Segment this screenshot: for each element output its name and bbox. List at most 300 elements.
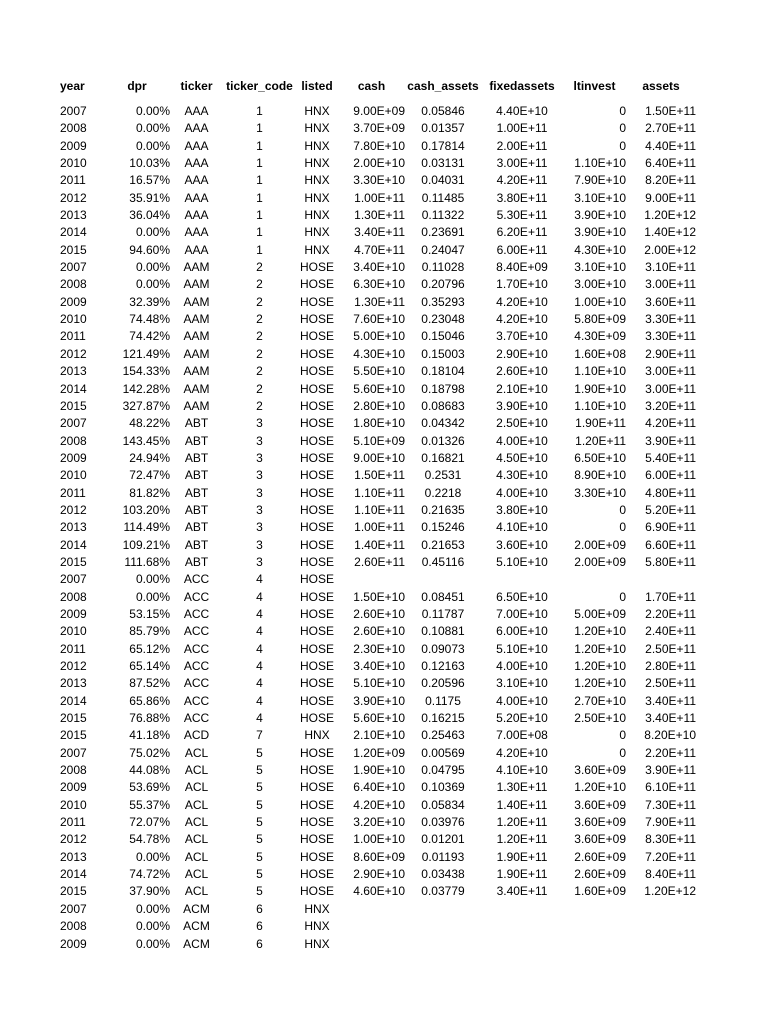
listed-cell: HNX [304, 901, 330, 916]
listed-cell: HOSE [299, 763, 334, 778]
ticker-cell: ACL [184, 867, 209, 882]
dpr-cell: 143.45% [122, 433, 170, 448]
ltinvest-cell: 3.60E+09 [574, 815, 626, 830]
listed-cell: HOSE [299, 537, 334, 552]
cash-cell: 5.10E+10 [353, 676, 405, 691]
assets-cell: 9.00E+11 [645, 190, 696, 205]
ticker-code-cell: 4 [256, 676, 263, 691]
assets-cell: 3.20E+11 [645, 398, 696, 413]
ticker-cell: AAM [183, 398, 210, 413]
ticker-cell: ABT [184, 433, 209, 448]
ticker-code-cell: 4 [256, 624, 263, 639]
listed-cell: HOSE [299, 745, 334, 760]
listed-cell: HOSE [299, 572, 334, 587]
table-row [60, 259, 696, 276]
ticker-cell: AAM [183, 364, 210, 379]
fixedassets-cell: 6.00E+11 [496, 242, 548, 257]
fixedassets-cell: 3.60E+10 [496, 537, 548, 552]
cash-assets-cell: 0.08683 [421, 398, 465, 413]
cash-cell: 1.50E+10 [353, 589, 405, 604]
table-row [60, 328, 696, 345]
ticker-cell: AAA [184, 190, 209, 205]
fixedassets-cell: 1.90E+11 [496, 849, 548, 864]
year-cell: 2015 [60, 554, 87, 569]
fixedassets-cell: 1.20E+11 [496, 832, 548, 847]
cash-cell: 5.50E+10 [353, 364, 405, 379]
table-row [60, 155, 696, 172]
fixedassets-cell: 6.00E+10 [496, 624, 548, 639]
table-row [60, 727, 696, 744]
listed-cell: HNX [304, 121, 330, 136]
assets-cell: 1.40E+12 [644, 225, 696, 240]
ticker-code-cell: 2 [256, 346, 263, 361]
dpr-cell: 10.03% [129, 156, 170, 171]
dpr-cell: 75.02% [129, 745, 170, 760]
assets-cell: 3.00E+11 [645, 381, 696, 396]
assets-cell: 2.50E+11 [645, 676, 696, 691]
assets-cell: 2.20E+11 [645, 606, 696, 621]
ltinvest-cell: 1.90E+11 [575, 416, 626, 431]
cash-assets-cell: 0.1175 [425, 693, 461, 708]
header-cash: cash [357, 79, 386, 93]
cash-assets-cell: 0.01201 [421, 832, 465, 847]
fixedassets-cell: 4.20E+10 [496, 312, 548, 327]
table-row [60, 381, 696, 398]
dpr-cell: 0.00% [135, 260, 170, 275]
listed-cell: HNX [304, 225, 330, 240]
table-row [60, 849, 696, 866]
listed-cell: HOSE [299, 260, 334, 275]
listed-cell: HNX [304, 173, 330, 188]
ltinvest-cell: 2.50E+10 [574, 711, 626, 726]
cash-cell: 4.60E+10 [353, 884, 405, 899]
year-cell: 2013 [60, 676, 87, 691]
listed-cell: HNX [304, 936, 330, 951]
header-listed: listed [301, 79, 333, 93]
ltinvest-cell: 3.30E+10 [574, 485, 626, 500]
fixedassets-cell: 4.00E+10 [496, 485, 548, 500]
listed-cell: HOSE [299, 502, 334, 517]
dpr-cell: 36.04% [129, 208, 170, 223]
cash-assets-cell: 0.01357 [421, 121, 465, 136]
year-cell: 2015 [60, 398, 87, 413]
ticker-cell: ACL [184, 745, 209, 760]
assets-cell: 2.70E+11 [645, 121, 696, 136]
listed-cell: HOSE [299, 450, 334, 465]
dpr-cell: 109.21% [122, 537, 170, 552]
table-row [60, 172, 696, 189]
ltinvest-cell: 4.30E+09 [574, 329, 626, 344]
assets-cell: 6.60E+11 [645, 537, 696, 552]
year-cell: 2015 [60, 711, 87, 726]
cash-cell: 7.60E+10 [353, 312, 405, 327]
fixedassets-cell: 4.10E+10 [496, 763, 548, 778]
ltinvest-cell: 3.60E+09 [574, 832, 626, 847]
cash-cell: 8.60E+09 [353, 849, 405, 864]
cash-cell: 1.30E+11 [354, 294, 405, 309]
cash-cell: 1.00E+11 [354, 190, 405, 205]
assets-cell: 3.60E+11 [645, 294, 696, 309]
cash-cell: 2.80E+10 [353, 398, 405, 413]
dpr-cell: 114.49% [123, 520, 170, 535]
cash-assets-cell: 0.2531 [424, 468, 462, 483]
header-ltinvest: ltinvest [573, 79, 616, 93]
ticker-cell: ABT [184, 450, 209, 465]
table-row [60, 710, 696, 727]
listed-cell: HOSE [299, 277, 334, 292]
ltinvest-cell: 1.10E+10 [574, 398, 626, 413]
cash-assets-cell: 0.04342 [421, 416, 465, 431]
table-row [60, 519, 696, 536]
cash-cell: 2.10E+10 [353, 728, 405, 743]
year-cell: 2007 [60, 745, 87, 760]
ticker-code-cell: 2 [256, 294, 263, 309]
cash-cell: 5.10E+09 [353, 433, 405, 448]
table-body [60, 103, 696, 953]
cash-assets-cell: 0.03976 [421, 815, 465, 830]
table-row [60, 363, 696, 380]
ticker-cell: ACL [184, 884, 209, 899]
fixedassets-cell: 4.20E+10 [496, 294, 548, 309]
ltinvest-cell: 1.00E+10 [574, 294, 626, 309]
year-cell: 2009 [60, 780, 87, 795]
assets-cell: 2.40E+11 [645, 624, 696, 639]
fixedassets-cell: 1.90E+11 [496, 867, 548, 882]
fixedassets-cell: 1.00E+11 [496, 121, 548, 136]
year-cell: 2008 [60, 763, 87, 778]
assets-cell: 1.20E+12 [644, 884, 696, 899]
listed-cell: HNX [304, 208, 330, 223]
year-cell: 2012 [60, 346, 87, 361]
year-cell: 2007 [60, 572, 87, 587]
cash-assets-cell: 0.11787 [421, 606, 465, 621]
dpr-cell: 0.00% [135, 104, 170, 118]
cash-assets-cell [405, 936, 481, 953]
ltinvest-cell: 3.10E+10 [574, 260, 626, 275]
table-row [60, 138, 696, 155]
cash-assets-cell: 0.10369 [421, 780, 465, 795]
ltinvest-cell: 1.60E+09 [574, 884, 626, 899]
cash-cell [338, 571, 405, 588]
ticker-cell: ACC [183, 693, 210, 708]
cash-cell: 2.00E+10 [353, 156, 405, 171]
table-row [60, 103, 696, 120]
ticker-code-cell: 1 [256, 104, 263, 118]
cash-cell: 3.20E+10 [353, 815, 405, 830]
ticker-cell: ABT [184, 502, 209, 517]
year-cell: 2007 [60, 416, 87, 431]
fixedassets-cell: 5.10E+10 [496, 554, 548, 569]
ticker-cell: ABT [184, 520, 209, 535]
assets-cell [626, 901, 696, 918]
header-fixedassets: fixedassets [489, 79, 555, 93]
ltinvest-cell: 3.90E+10 [574, 225, 626, 240]
listed-cell: HOSE [299, 433, 334, 448]
ltinvest-cell: 3.10E+10 [574, 190, 626, 205]
ltinvest-cell: 6.50E+10 [574, 450, 626, 465]
cash-assets-cell [405, 571, 481, 588]
cash-cell: 2.90E+10 [353, 867, 405, 882]
cash-assets-cell: 0.12163 [421, 659, 465, 673]
cash-assets-cell: 0.45116 [421, 554, 465, 569]
ticker-cell: ACC [183, 641, 210, 656]
dpr-cell: 0.00% [135, 919, 170, 934]
cash-assets-cell: 0.24047 [421, 242, 465, 257]
fixedassets-cell: 2.00E+11 [496, 138, 548, 153]
cash-assets-cell: 0.18104 [421, 364, 465, 379]
ltinvest-cell [563, 571, 626, 588]
listed-cell: HOSE [299, 329, 334, 344]
cash-cell: 6.40E+10 [353, 780, 405, 795]
table-row [60, 450, 696, 467]
cash-assets-cell: 0.21635 [421, 502, 465, 517]
year-cell: 2010 [60, 624, 87, 639]
year-cell: 2014 [60, 693, 87, 708]
listed-cell: HOSE [299, 312, 334, 327]
ltinvest-cell: 1.10E+10 [574, 156, 626, 171]
listed-cell: HOSE [299, 884, 334, 899]
ticker-code-cell: 2 [256, 260, 263, 275]
header-year: year [60, 79, 85, 93]
ltinvest-cell: 0 [619, 745, 626, 760]
table-row [60, 415, 696, 432]
ltinvest-cell: 1.60E+08 [574, 346, 626, 361]
fixedassets-cell: 7.00E+10 [496, 606, 548, 621]
dpr-cell: 76.88% [129, 711, 170, 726]
dpr-cell: 0.00% [135, 589, 170, 604]
table-row [60, 658, 696, 675]
fixedassets-cell: 1.70E+10 [496, 277, 548, 292]
listed-cell: HNX [304, 242, 330, 257]
cash-assets-cell: 0.08451 [421, 589, 465, 604]
cash-assets-cell: 0.11322 [421, 208, 465, 223]
cash-assets-cell: 0.2218 [424, 485, 462, 500]
table-row [60, 502, 696, 519]
cash-cell: 1.20E+09 [353, 745, 405, 760]
ltinvest-cell: 1.20E+10 [574, 659, 626, 673]
ticker-code-cell: 1 [256, 242, 263, 257]
assets-cell: 8.20E+10 [644, 728, 696, 743]
cash-assets-cell [405, 901, 481, 918]
cash-cell: 9.00E+09 [353, 104, 405, 118]
listed-cell: HOSE [299, 641, 334, 656]
table-row [60, 762, 696, 779]
ltinvest-cell [563, 936, 626, 953]
year-cell: 2008 [60, 121, 87, 136]
table-row [60, 311, 696, 328]
year-cell: 2012 [60, 832, 87, 847]
dpr-cell: 37.90% [129, 884, 170, 899]
cash-assets-cell: 0.10881 [421, 624, 465, 639]
ticker-code-cell: 6 [256, 919, 263, 934]
fixedassets-cell: 4.20E+10 [496, 745, 548, 760]
table-row [60, 224, 696, 241]
dpr-cell: 65.12% [129, 641, 170, 656]
fixedassets-cell [481, 571, 563, 588]
ltinvest-cell: 1.20E+10 [574, 641, 626, 656]
assets-cell [626, 936, 696, 953]
cash-cell: 1.30E+11 [354, 208, 405, 223]
year-cell: 2011 [60, 173, 86, 188]
ticker-code-cell: 4 [256, 711, 263, 726]
dpr-cell: 0.00% [135, 225, 170, 240]
ticker-code-cell: 4 [256, 589, 263, 604]
cash-assets-cell: 0.25463 [421, 728, 465, 743]
cash-assets-cell: 0.15246 [421, 520, 465, 535]
ticker-code-cell: 6 [256, 936, 263, 951]
fixedassets-cell: 1.30E+11 [496, 780, 548, 795]
assets-cell: 3.30E+11 [645, 312, 696, 327]
ticker-code-cell: 5 [256, 815, 263, 830]
dpr-cell: 85.79% [129, 624, 170, 639]
fixedassets-cell: 6.50E+10 [496, 589, 548, 604]
ltinvest-cell: 3.00E+10 [574, 277, 626, 292]
table-row [60, 589, 696, 606]
ticker-code-cell: 3 [256, 485, 263, 500]
ticker-cell: ACL [184, 849, 209, 864]
ticker-code-cell: 4 [256, 659, 263, 673]
table-row [60, 485, 696, 502]
ticker-cell: ACC [183, 624, 210, 639]
fixedassets-cell: 4.00E+10 [496, 693, 548, 708]
fixedassets-cell: 3.70E+10 [496, 329, 548, 344]
cash-cell: 1.50E+11 [354, 468, 405, 483]
dpr-cell: 74.42% [129, 329, 170, 344]
ltinvest-cell: 0 [619, 138, 626, 153]
ticker-cell: ACM [183, 919, 210, 934]
ticker-code-cell: 4 [256, 641, 263, 656]
listed-cell: HOSE [299, 346, 334, 361]
fixedassets-cell: 4.20E+11 [496, 173, 548, 188]
year-cell: 2011 [60, 329, 86, 344]
cash-cell: 1.10E+11 [354, 485, 405, 500]
dpr-cell: 24.94% [129, 450, 170, 465]
header-ticker: ticker [180, 79, 213, 93]
cash-cell: 3.40E+10 [353, 260, 405, 275]
table-row [60, 831, 696, 848]
ticker-code-cell: 2 [256, 329, 263, 344]
ticker-cell: AAM [183, 260, 210, 275]
dpr-cell: 0.00% [135, 138, 170, 153]
cash-cell: 3.30E+10 [353, 173, 405, 188]
fixedassets-cell: 3.40E+11 [496, 884, 548, 899]
ticker-code-cell: 2 [256, 312, 263, 327]
ticker-cell: AAM [183, 294, 210, 309]
table-row [60, 554, 696, 571]
year-cell: 2010 [60, 312, 87, 327]
ticker-cell: AAA [184, 225, 209, 240]
table-row [60, 467, 696, 484]
fixedassets-cell: 5.30E+11 [496, 208, 548, 223]
ticker-cell: ACC [183, 589, 210, 604]
table-row [60, 814, 696, 831]
table-row [60, 779, 696, 796]
ltinvest-cell: 0 [619, 520, 626, 535]
listed-cell: HOSE [299, 520, 334, 535]
ltinvest-cell [563, 918, 626, 935]
cash-assets-cell: 0.11028 [421, 260, 465, 275]
ticker-cell: ABT [184, 416, 209, 431]
assets-cell: 6.00E+11 [645, 468, 696, 483]
table-row [60, 918, 696, 935]
dpr-cell: 48.22% [129, 416, 170, 431]
listed-cell: HOSE [299, 711, 334, 726]
fixedassets-cell: 4.10E+10 [496, 520, 548, 535]
cash-cell: 1.90E+10 [353, 763, 405, 778]
ticker-cell: ACL [184, 815, 209, 830]
assets-cell: 2.80E+11 [645, 659, 696, 673]
ltinvest-cell: 1.20E+11 [575, 433, 626, 448]
dpr-cell: 41.18% [129, 728, 170, 743]
ticker-cell: AAM [183, 346, 210, 361]
dpr-cell: 0.00% [135, 901, 170, 916]
ticker-cell: AAM [183, 277, 210, 292]
cash-assets-cell: 0.01193 [421, 849, 465, 864]
assets-cell: 3.90E+11 [645, 433, 696, 448]
cash-assets-cell: 0.17814 [421, 138, 465, 153]
listed-cell: HOSE [299, 468, 334, 483]
ticker-code-cell: 3 [256, 520, 263, 535]
fixedassets-cell: 1.40E+11 [496, 797, 548, 812]
assets-cell: 1.70E+11 [645, 589, 696, 604]
ltinvest-cell: 2.60E+09 [574, 867, 626, 882]
listed-cell: HOSE [299, 659, 334, 673]
ltinvest-cell: 2.00E+09 [574, 554, 626, 569]
cash-assets-cell: 0.00569 [421, 745, 465, 760]
listed-cell: HOSE [299, 832, 334, 847]
ltinvest-cell: 8.90E+10 [574, 468, 626, 483]
ltinvest-cell: 2.60E+09 [574, 849, 626, 864]
assets-cell: 3.00E+11 [645, 364, 696, 379]
listed-cell: HOSE [299, 815, 334, 830]
assets-cell: 4.40E+11 [645, 138, 696, 153]
dpr-cell: 121.49% [122, 346, 170, 361]
ticker-code-cell: 2 [256, 364, 263, 379]
assets-cell: 2.50E+11 [645, 641, 696, 656]
ticker-cell: AAA [184, 138, 209, 153]
ltinvest-cell: 5.00E+09 [574, 606, 626, 621]
listed-cell: HOSE [299, 797, 334, 812]
year-cell: 2015 [60, 884, 87, 899]
listed-cell: HNX [304, 919, 330, 934]
fixedassets-cell: 3.10E+10 [496, 676, 548, 691]
ltinvest-cell [563, 901, 626, 918]
listed-cell: HNX [304, 190, 330, 205]
year-cell: 2007 [60, 260, 87, 275]
cash-assets-cell: 0.20596 [421, 676, 465, 691]
ticker-code-cell: 7 [256, 728, 263, 743]
cash-assets-cell: 0.03779 [421, 884, 465, 899]
assets-cell: 3.30E+11 [645, 329, 696, 344]
cash-assets-cell: 0.11485 [421, 190, 465, 205]
listed-cell: HNX [304, 728, 330, 743]
fixedassets-cell: 4.40E+10 [496, 104, 548, 118]
fixedassets-cell: 4.00E+10 [496, 659, 548, 673]
listed-cell: HNX [304, 156, 330, 171]
ltinvest-cell: 1.90E+10 [574, 381, 626, 396]
cash-cell: 2.60E+11 [354, 554, 405, 569]
dpr-cell: 35.91% [129, 190, 170, 205]
ltinvest-cell: 1.20E+10 [574, 780, 626, 795]
cash-assets-cell: 0.23691 [421, 225, 465, 240]
cash-cell: 1.10E+11 [354, 502, 405, 517]
dpr-cell: 16.57% [129, 173, 170, 188]
year-cell: 2009 [60, 138, 87, 153]
fixedassets-cell: 3.80E+11 [496, 190, 548, 205]
listed-cell: HOSE [299, 294, 334, 309]
year-cell: 2013 [60, 520, 87, 535]
ticker-code-cell: 1 [256, 190, 263, 205]
